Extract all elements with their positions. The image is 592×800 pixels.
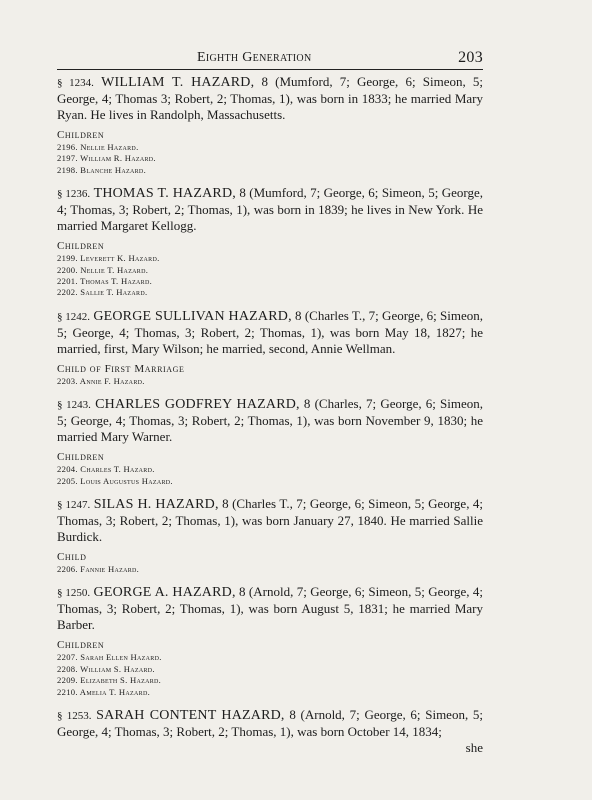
genealogy-entry: [57, 74, 483, 176]
child-item: 2204. Charles T. Hazard.: [57, 464, 155, 475]
child-item: 2199. Leverett K. Hazard.: [57, 253, 160, 264]
chapter-title: Eighth Generation: [197, 50, 312, 65]
child-item: 2208. William S. Hazard.: [57, 663, 155, 674]
entry-text: 8 (Charles T., 7; George, 6; Simeon, 5; George, 4; Thomas, 3; Robert, 2; Thomas, 1), was born May 18, 1827; he married, first, Mary Wilson; he married, second, Annie Wellman.: [57, 307, 483, 356]
entry-paragraph: [57, 707, 483, 740]
entry-text: 8 (Arnold, 7; George, 6; Simeon, 5; George, 4; Thomas, 3; Robert, 2; Thomas, 1), was born October 14, 1834;: [57, 707, 484, 740]
entry-paragraph: [57, 74, 483, 123]
section-ref: § 1250.: [57, 587, 91, 600]
child-item: 2207. Sarah Ellen Hazard.: [57, 652, 162, 663]
entry-text: 8 (Mumford, 7; George, 6; Simeon, 5; George, 4; Thomas, 3; Robert, 2; Thomas, 1), was born in 1839; he lives in New York. He married Margaret Kellogg.: [57, 185, 483, 234]
section-ref: § 1242.: [57, 310, 91, 323]
child-item: 2203. Annie F. Hazard.: [57, 375, 145, 386]
child-item: 2210. Amelia T. Hazard.: [57, 686, 151, 697]
child-item: 2202. Sallie T. Hazard.: [57, 287, 148, 298]
person-name: SILAS H. HAZARD,: [93, 497, 219, 513]
genealogy-entry: [57, 308, 483, 387]
entry-text: 8 (Charles T., 7; George, 6; Simeon, 5; George, 4; Thomas, 3; Robert, 2; Thomas, 1), was born January 27, 1840. He married Sallie Burdick.: [57, 496, 484, 545]
person-name: THOMAS T. HAZARD,: [93, 186, 236, 202]
children-label: Children: [57, 129, 105, 141]
genealogy-entry: [57, 584, 483, 698]
child-item: 2201. Thomas T. Hazard.: [57, 276, 153, 287]
section-ref: § 1247.: [57, 499, 91, 512]
genealogy-entry: [57, 707, 483, 756]
genealogy-entry: [57, 396, 483, 487]
child-item: 2197. William R. Hazard.: [57, 153, 156, 164]
entry-paragraph: [57, 496, 483, 545]
child-item: 2206. Fannie Hazard.: [57, 564, 140, 575]
child-item: 2196. Nellie Hazard.: [57, 142, 139, 152]
person-name: SARAH CONTENT HAZARD,: [96, 708, 285, 724]
continuation-word: she: [465, 740, 483, 756]
entry-paragraph: [57, 584, 483, 633]
children-label: Child: [57, 551, 87, 564]
child-item: 2200. Nellie T. Hazard.: [57, 264, 149, 275]
genealogy-entries: [57, 74, 483, 756]
genealogy-entry: [57, 496, 483, 575]
entry-paragraph: [57, 185, 483, 234]
person-name: GEORGE SULLIVAN HAZARD,: [93, 308, 292, 324]
children-label: Children: [57, 240, 105, 253]
entry-text: 8 (Arnold, 7; George, 6; Simeon, 5; George, 4; Thomas, 3; Robert, 2; Thomas, 1), was born August 5, 1831; he married Mary Barber.: [57, 584, 484, 633]
entry-text: 8 (Charles, 7; George, 6; Simeon, 5; George, 4; Thomas, 3; Robert, 2; Thomas, 1), was born November 9, 1830; he married Mary Warner.: [57, 396, 484, 445]
section-ref: § 1236.: [57, 188, 91, 201]
child-item: 2205. Louis Augustus Hazard.: [57, 475, 173, 486]
page-number: 203: [458, 49, 483, 66]
section-ref: § 1234.: [57, 77, 94, 89]
children-label: Child of First Marriage: [57, 362, 185, 375]
child-item: 2198. Blanche Hazard.: [57, 164, 147, 175]
genealogy-entry: [57, 185, 483, 299]
section-ref: § 1243.: [57, 399, 91, 412]
child-item: 2209. Elizabeth S. Hazard.: [57, 675, 162, 686]
section-ref: § 1253.: [57, 710, 92, 723]
entry-text: 8 (Mumford, 7; George, 6; Simeon, 5; George, 4; Thomas 3; Robert, 2; Thomas, 1), was born in 1833; he married Mary Ryan. He lives in Randolph, Massachusetts.: [57, 74, 483, 122]
person-name: GEORGE A. HAZARD,: [93, 585, 236, 601]
entry-paragraph: [57, 308, 483, 357]
children-label: Children: [57, 639, 105, 652]
entry-paragraph: [57, 396, 483, 445]
children-label: Children: [57, 451, 105, 464]
running-header: [57, 50, 483, 70]
person-name: CHARLES GODFREY HAZARD,: [95, 397, 300, 413]
person-name: WILLIAM T. HAZARD,: [101, 75, 255, 90]
